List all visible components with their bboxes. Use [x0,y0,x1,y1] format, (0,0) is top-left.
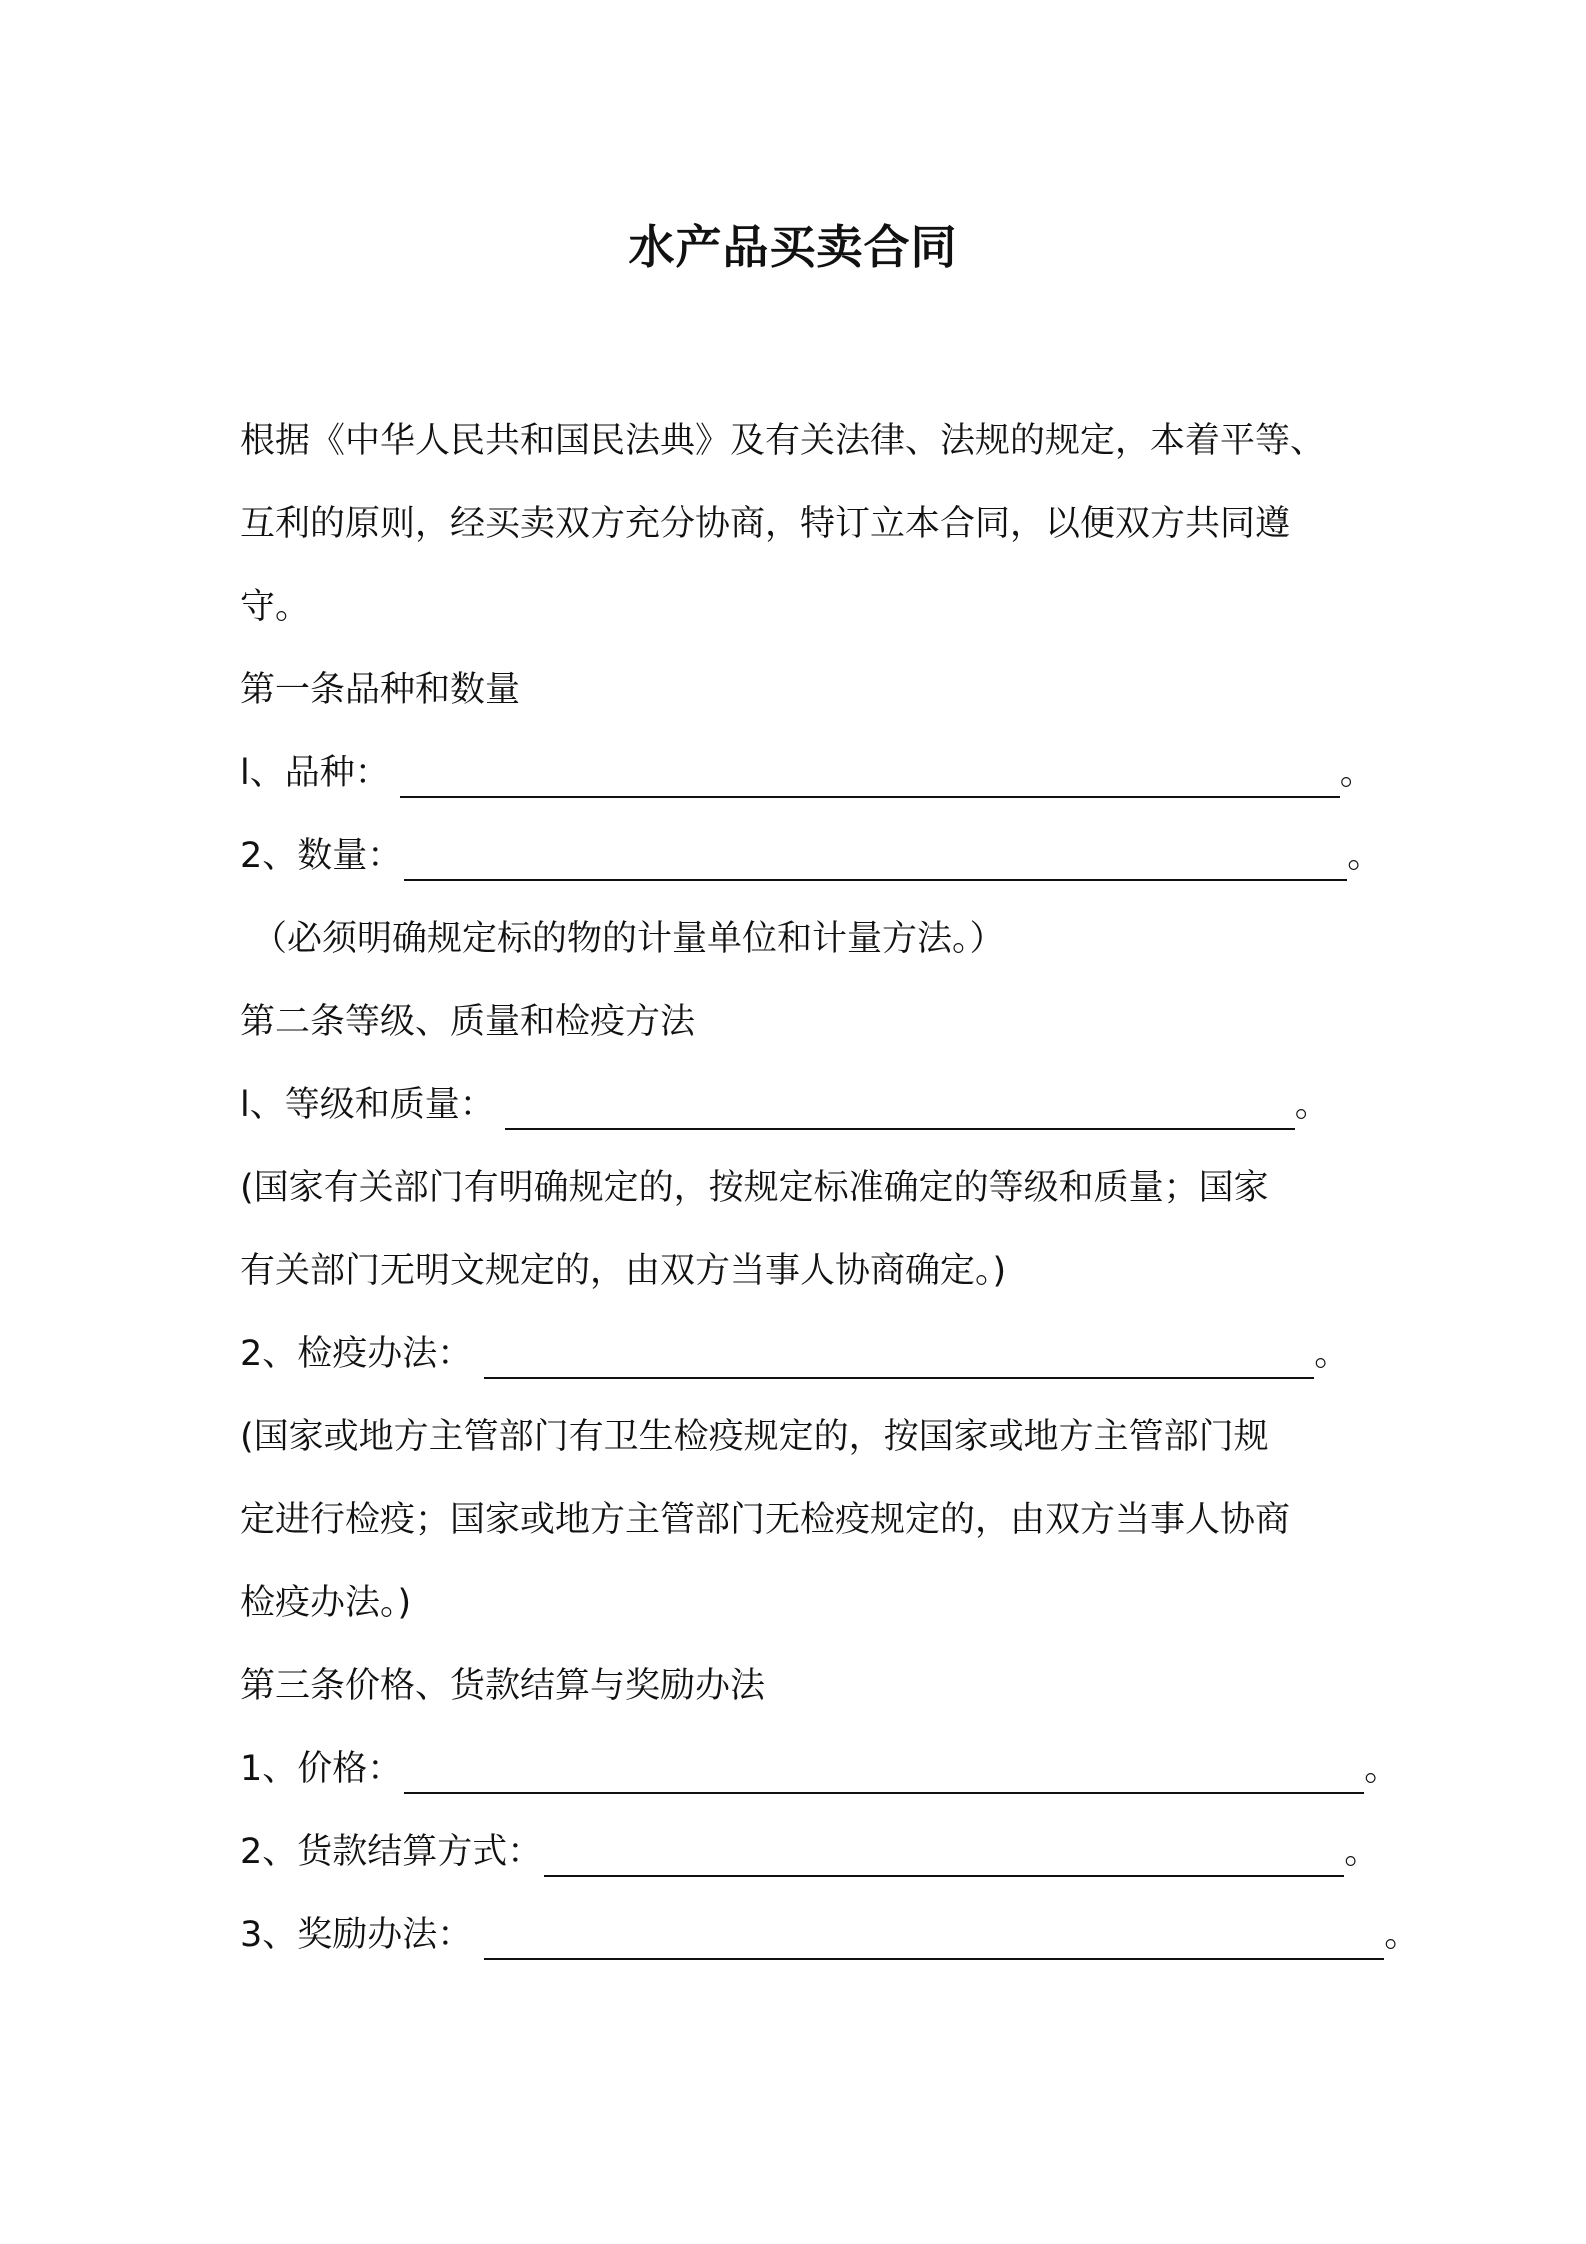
end-mark: 。 [1339,753,1375,793]
note-line: (国家有关部门有明确规定的，按规定标准确定的等级和质量；国家 [240,1168,1269,1208]
article-3-heading: 第三条价格、货款结算与奖励办法 [240,1666,766,1706]
payment-method-blank[interactable] [544,1847,1344,1877]
quarantine-label: 2、检疫办法： [240,1334,473,1374]
intro-line: 根据《中华人民共和国民法典》及有关法律、法规的规定，本着平等、 [240,421,1326,461]
price-blank[interactable] [404,1764,1364,1794]
payment-method-label: 2、货款结算方式： [240,1832,543,1872]
article-1-note: （必须明确规定标的物的计量单位和计量方法。） [252,919,1005,959]
reward-method-label: 3、奖励办法： [240,1915,473,1955]
note-line: 定进行检疫；国家或地方主管部门无检疫规定的，由双方当事人协商 [240,1500,1291,1540]
grade-quality-blank[interactable] [505,1100,1295,1130]
document-title: 水产品买卖合同 [628,220,958,274]
end-mark: 。 [1314,1334,1350,1374]
grade-quality-label: l、等级和质量： [240,1085,495,1125]
document-body [240,400,1420,1977]
reward-method-blank[interactable] [484,1930,1384,1960]
note-line: 检疫办法。) [240,1583,412,1623]
variety-field-row [240,732,1375,815]
intro-paragraph [240,400,1360,649]
price-label: 1、价格： [240,1749,403,1789]
grade-quality-field-row [240,1064,1360,1147]
quarantine-note [240,1396,1360,1645]
end-mark: 。 [1384,1915,1420,1955]
note-line: (国家或地方主管部门有卫生检疫规定的，按国家或地方主管部门规 [240,1417,1269,1457]
intro-line: 互利的原则，经买卖双方充分协商，特订立本合同，以便双方共同遵 [240,504,1291,544]
quantity-label: 2、数量： [240,836,403,876]
article-2-heading: 第二条等级、质量和检疫方法 [240,1002,696,1042]
end-mark: 。 [1364,1749,1400,1789]
quantity-blank[interactable] [404,851,1347,881]
variety-label: l、品种： [240,753,390,793]
reward-method-field-row [240,1894,1420,1977]
quantity-field-row [240,815,1383,898]
quarantine-field-row [240,1313,1360,1396]
intro-line: 守。 [240,587,311,627]
end-mark: 。 [1347,836,1383,876]
article-1-heading: 第一条品种和数量 [240,670,521,710]
quarantine-blank[interactable] [484,1349,1314,1379]
price-field-row [240,1728,1400,1811]
end-mark: 。 [1344,1832,1380,1872]
end-mark: 。 [1294,1085,1330,1125]
note-line: 有关部门无明文规定的，由双方当事人协商确定。) [240,1251,1007,1291]
payment-method-field-row [240,1811,1380,1894]
variety-blank[interactable] [400,768,1340,798]
grade-quality-note [240,1147,1360,1313]
